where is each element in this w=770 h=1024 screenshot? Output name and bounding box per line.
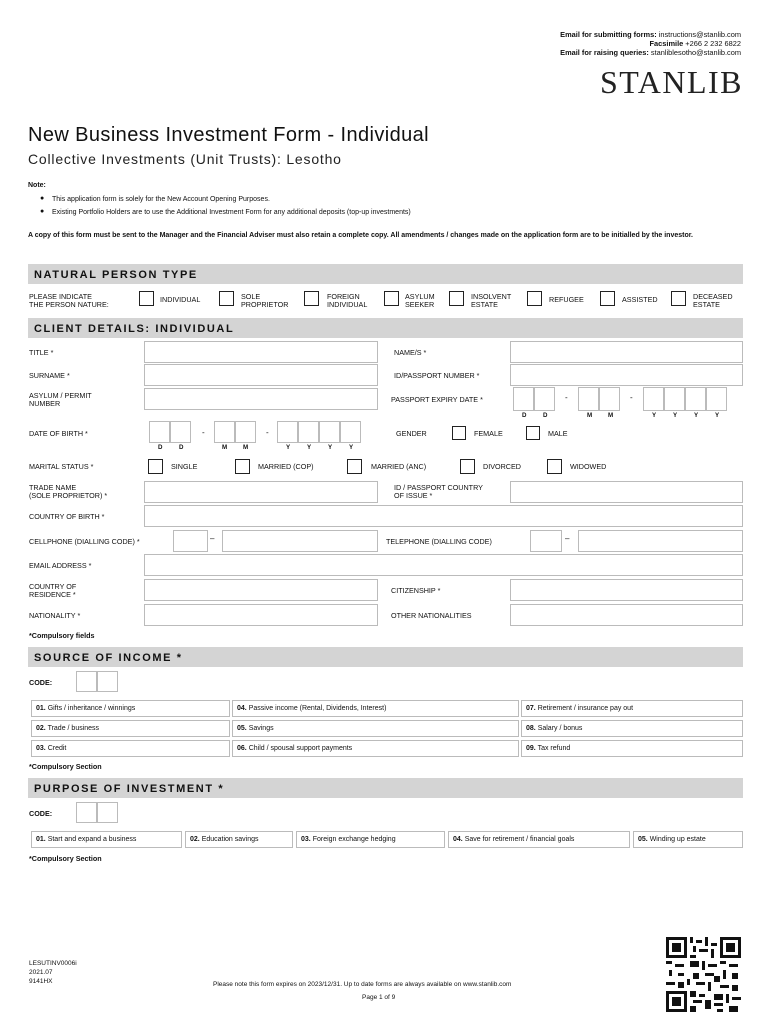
date-separator: -	[630, 393, 633, 402]
id-country-label: ID / PASSPORT COUNTRY OF ISSUE *	[394, 483, 483, 500]
date-letter: Y	[328, 444, 333, 451]
income-code-label: CODE:	[29, 678, 53, 687]
email-queries-link[interactable]: stanliblesotho@stanlib.com	[650, 48, 741, 57]
purpose-code-2[interactable]	[97, 802, 118, 823]
assisted-label: ASSISTED	[622, 295, 658, 304]
dob-m1[interactable]	[214, 421, 235, 443]
passport-expiry-y1[interactable]	[643, 387, 664, 411]
date-letter: Y	[715, 412, 720, 419]
cellphone-number-input[interactable]	[222, 530, 378, 552]
email-input[interactable]	[144, 554, 743, 576]
form-reference: LESUTINV0006i 2021.07 9141HX	[29, 960, 77, 985]
page-number: Page 1 of 9	[362, 994, 396, 1001]
date-separator: -	[565, 393, 568, 402]
single-checkbox[interactable]	[148, 459, 163, 474]
refugee-label: REFUGEE	[549, 295, 584, 304]
dob-d2[interactable]	[170, 421, 191, 443]
purpose-option: 04. Save for retirement / financial goals	[448, 831, 630, 848]
passport-expiry-d2[interactable]	[534, 387, 555, 411]
residence-label: COUNTRY OF RESIDENCE *	[29, 582, 77, 599]
date-separator: -	[202, 428, 205, 437]
passport-expiry-y2[interactable]	[664, 387, 685, 411]
date-letter: Y	[652, 412, 657, 419]
date-letter: D	[158, 444, 163, 451]
trade-name-label: TRADE NAME (SOLE PROPRIETOR) *	[29, 483, 108, 500]
income-option: 09. Tax refund	[521, 740, 743, 757]
passport-expiry-label: PASSPORT EXPIRY DATE *	[391, 395, 483, 404]
nationality-label: NATIONALITY *	[29, 611, 81, 620]
income-option: 06. Child / spousal support payments	[232, 740, 519, 757]
income-option: 02. Trade / business	[31, 720, 230, 737]
names-label: NAME/S *	[394, 348, 427, 357]
purpose-code-1[interactable]	[76, 802, 97, 823]
divorced-checkbox[interactable]	[460, 459, 475, 474]
date-letter: D	[543, 412, 548, 419]
dob-y2[interactable]	[298, 421, 319, 443]
sole-proprietor-checkbox[interactable]	[219, 291, 234, 306]
title-input[interactable]	[144, 341, 378, 363]
marital-label: MARITAL STATUS *	[29, 462, 94, 471]
date-letter: Y	[694, 412, 699, 419]
section-natural-person-type: NATURAL PERSON TYPE	[28, 264, 743, 284]
other-nationalities-input[interactable]	[510, 604, 743, 626]
dob-m2[interactable]	[235, 421, 256, 443]
date-letter: M	[608, 412, 614, 419]
page-title: New Business Investment Form - Individual	[28, 124, 429, 146]
married-anc-checkbox[interactable]	[347, 459, 362, 474]
id-passport-input[interactable]	[510, 364, 743, 386]
id-country-input[interactable]	[510, 481, 743, 503]
dob-y4[interactable]	[340, 421, 361, 443]
individual-label: INDIVIDUAL	[160, 295, 201, 304]
stanlib-logo: STANLIB	[599, 64, 743, 100]
female-label: FEMALE	[474, 429, 503, 438]
dob-y1[interactable]	[277, 421, 298, 443]
date-letter: D	[522, 412, 527, 419]
citizenship-label: CITIZENSHIP *	[391, 586, 441, 595]
country-birth-label: COUNTRY OF BIRTH *	[29, 512, 105, 521]
income-option: 05. Savings	[232, 720, 519, 737]
header-email-forms: Email for submitting forms: instructions@stanlib.com	[560, 30, 741, 39]
page-subtitle: Collective Investments (Unit Trusts): Lesotho	[28, 151, 342, 167]
date-letter: Y	[286, 444, 291, 451]
passport-expiry-m1[interactable]	[578, 387, 599, 411]
purpose-option: 01. Start and expand a business	[31, 831, 182, 848]
section-purpose-of-investment: PURPOSE OF INVESTMENT *	[28, 778, 743, 798]
cellphone-label: CELLPHONE (DIALLING CODE) *	[29, 537, 140, 546]
date-letter: M	[587, 412, 593, 419]
purpose-option: 02. Education savings	[185, 831, 293, 848]
income-compulsory-note: *Compulsory Section	[29, 762, 102, 771]
refugee-checkbox[interactable]	[527, 291, 542, 306]
cellphone-code-input[interactable]	[173, 530, 208, 552]
widowed-label: WIDOWED	[570, 462, 607, 471]
asylum-permit-input[interactable]	[144, 388, 378, 410]
telephone-code-input[interactable]	[530, 530, 562, 552]
male-checkbox[interactable]	[526, 426, 540, 440]
person-nature-prompt: PLEASE INDICATE THE PERSON NATURE:	[29, 292, 109, 309]
passport-expiry-y4[interactable]	[706, 387, 727, 411]
compulsory-fields-note: *Compulsory fields	[29, 631, 95, 640]
citizenship-input[interactable]	[510, 579, 743, 601]
asylum-permit-label: ASYLUM / PERMIT NUMBER	[29, 391, 92, 408]
dob-d1[interactable]	[149, 421, 170, 443]
section-client-details: CLIENT DETAILS: INDIVIDUAL	[28, 318, 743, 338]
divorced-label: DIVORCED	[483, 462, 521, 471]
male-label: MALE	[548, 429, 568, 438]
insolvent-estate-label: INSOLVENT ESTATE	[471, 292, 512, 309]
asylum-seeker-label: ASYLUM SEEKER	[405, 292, 435, 309]
header-email-queries: Email for raising queries: stanliblesotho@stanlib.com	[560, 48, 741, 57]
copy-notice: A copy of this form must be sent to the Manager and the Financial Adviser must also retain a complete copy. All amendments / changes made on the application form are to be initialled by the investor.	[28, 232, 694, 239]
purpose-compulsory-note: *Compulsory Section	[29, 854, 102, 863]
passport-expiry-d1[interactable]	[513, 387, 534, 411]
passport-expiry-y3[interactable]	[685, 387, 706, 411]
income-option: 08. Salary / bonus	[521, 720, 743, 737]
phone-separator: –	[210, 534, 215, 543]
income-code-2[interactable]	[97, 671, 118, 692]
date-letter: Y	[307, 444, 312, 451]
note-item: ● Existing Portfolio Holders are to use the Additional Investment Form for any additional deposits (top-up investments)	[52, 209, 411, 216]
married-cop-checkbox[interactable]	[235, 459, 250, 474]
surname-label: SURNAME *	[29, 371, 70, 380]
expiry-note: Please note this form expires on 2023/12/31. Up to date forms are always available on www.stanlib.com	[213, 981, 512, 988]
surname-input[interactable]	[144, 364, 378, 386]
email-label: EMAIL ADDRESS *	[29, 561, 92, 570]
phone-separator: –	[565, 534, 570, 543]
purpose-code-label: CODE:	[29, 809, 53, 818]
purpose-option: 03. Foreign exchange hedging	[296, 831, 445, 848]
foreign-individual-checkbox[interactable]	[304, 291, 319, 306]
date-letter: M	[243, 444, 249, 451]
qr-code	[666, 937, 741, 1012]
married-cop-label: MARRIED (COP)	[258, 462, 314, 471]
title-label: TITLE *	[29, 348, 54, 357]
residence-input[interactable]	[144, 579, 378, 601]
purpose-option: 05. Winding up estate	[633, 831, 743, 848]
income-option: 04. Passive income (Rental, Dividends, Interest)	[232, 700, 519, 717]
individual-checkbox[interactable]	[139, 291, 154, 306]
date-letter: M	[222, 444, 228, 451]
income-option: 01. Gifts / inheritance / winnings	[31, 700, 230, 717]
id-passport-label: ID/PASSPORT NUMBER *	[394, 371, 480, 380]
country-birth-input[interactable]	[144, 505, 743, 527]
married-anc-label: MARRIED (ANC)	[371, 462, 427, 471]
widowed-checkbox[interactable]	[547, 459, 562, 474]
asylum-seeker-checkbox[interactable]	[384, 291, 399, 306]
date-separator: -	[266, 428, 269, 437]
income-option: 07. Retirement / insurance pay out	[521, 700, 743, 717]
telephone-label: TELEPHONE (DIALLING CODE)	[386, 537, 492, 546]
passport-expiry-m2[interactable]	[599, 387, 620, 411]
email-forms-link[interactable]: instructions@stanlib.com	[658, 30, 741, 39]
income-code-1[interactable]	[76, 671, 97, 692]
note-item: ● This application form is solely for the New Account Opening Purposes.	[52, 196, 270, 203]
dob-y3[interactable]	[319, 421, 340, 443]
date-letter: D	[179, 444, 184, 451]
trade-name-input[interactable]	[144, 481, 378, 503]
single-label: SINGLE	[171, 462, 198, 471]
deceased-estate-label: DECEASED ESTATE	[693, 292, 733, 309]
income-option: 03. Credit	[31, 740, 230, 757]
gender-label: GENDER	[396, 429, 427, 438]
names-input[interactable]	[510, 341, 743, 363]
date-letter: Y	[349, 444, 354, 451]
header-fax: Facsimile +266 2 232 6822	[649, 39, 741, 48]
other-nationalities-label: OTHER NATIONALITIES	[391, 611, 472, 620]
date-letter: Y	[673, 412, 678, 419]
nationality-input[interactable]	[144, 604, 378, 626]
section-source-of-income: SOURCE OF INCOME *	[28, 647, 743, 667]
telephone-number-input[interactable]	[578, 530, 743, 552]
female-checkbox[interactable]	[452, 426, 466, 440]
deceased-estate-checkbox[interactable]	[671, 291, 686, 306]
foreign-individual-label: FOREIGN INDIVIDUAL	[327, 292, 368, 309]
sole-proprietor-label: SOLE PROPRIETOR	[241, 292, 289, 309]
insolvent-estate-checkbox[interactable]	[449, 291, 464, 306]
dob-label: DATE OF BIRTH *	[29, 429, 88, 438]
note-label: Note:	[28, 182, 46, 189]
assisted-checkbox[interactable]	[600, 291, 615, 306]
